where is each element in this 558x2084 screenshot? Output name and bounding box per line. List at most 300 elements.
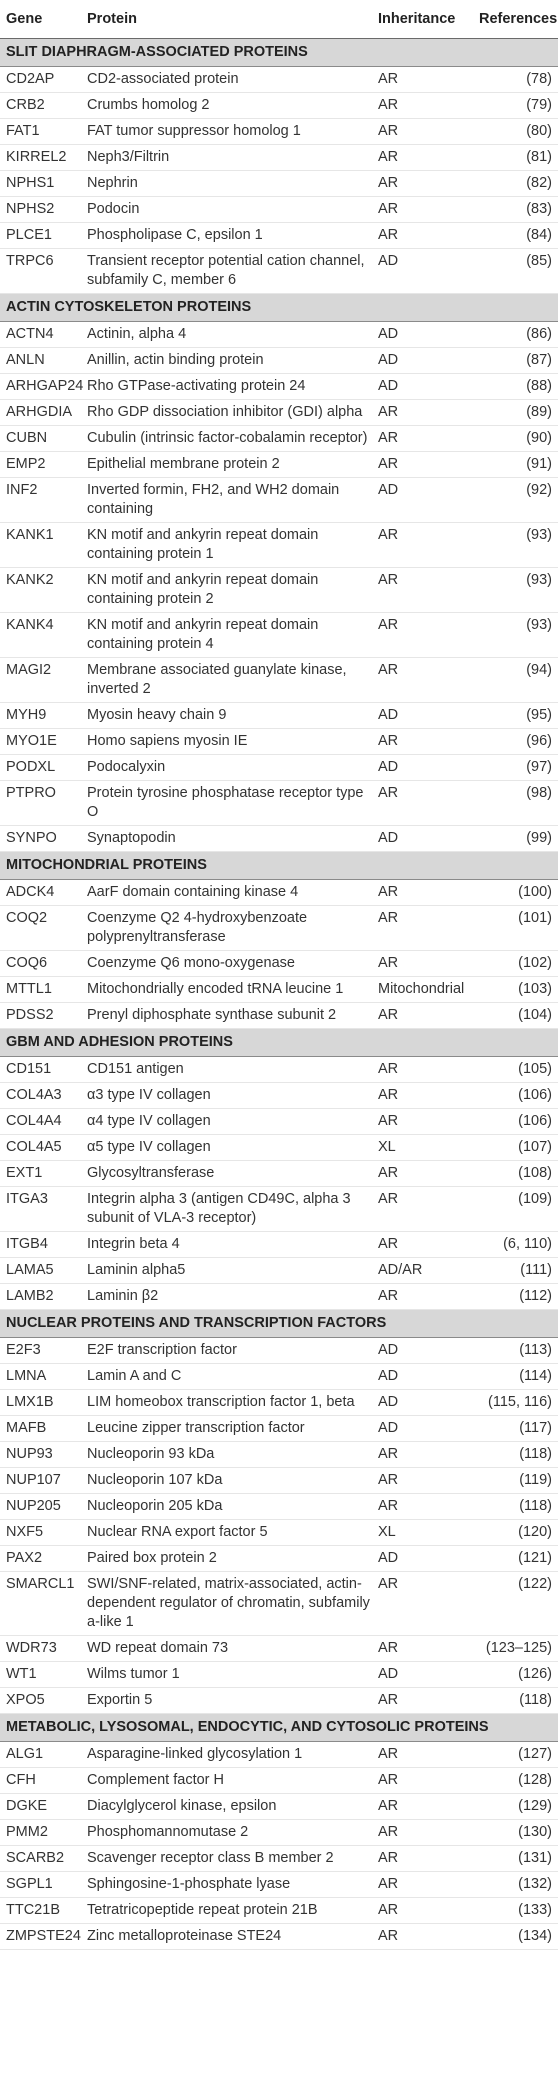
protein-cell: WD repeat domain 73: [81, 1636, 372, 1662]
table-row: [0, 1057, 558, 1083]
reference-cell: (109): [473, 1187, 558, 1232]
inheritance-cell: AD: [372, 1338, 473, 1364]
protein-cell: Nucleoporin 205 kDa: [81, 1494, 372, 1520]
inheritance-cell: AR: [372, 1161, 473, 1187]
reference-cell: (95): [473, 703, 558, 729]
table-row: [0, 400, 558, 426]
protein-cell: Coenzyme Q2 4-hydroxybenzoate polyprenyltransferase: [81, 906, 372, 951]
inheritance-cell: AR: [372, 1003, 473, 1029]
reference-cell: (84): [473, 223, 558, 249]
table-row: [0, 1494, 558, 1520]
gene-cell: XPO5: [0, 1688, 81, 1714]
gene-cell: CRB2: [0, 93, 81, 119]
section-title: NUCLEAR PROTEINS AND TRANSCRIPTION FACTORS: [0, 1310, 558, 1338]
inheritance-cell: AD: [372, 826, 473, 852]
reference-cell: (106): [473, 1083, 558, 1109]
table-row: [0, 452, 558, 478]
table-row: [0, 1546, 558, 1572]
table-row: [0, 1820, 558, 1846]
protein-cell: Mitochondrially encoded tRNA leucine 1: [81, 977, 372, 1003]
gene-cell: COL4A4: [0, 1109, 81, 1135]
reference-cell: (130): [473, 1820, 558, 1846]
reference-cell: (100): [473, 880, 558, 906]
inheritance-cell: AR: [372, 1083, 473, 1109]
inheritance-cell: Mitochondrial: [372, 977, 473, 1003]
table-row: [0, 1572, 558, 1636]
reference-cell: (101): [473, 906, 558, 951]
reference-cell: (80): [473, 119, 558, 145]
table-row: [0, 197, 558, 223]
inheritance-cell: AD: [372, 755, 473, 781]
section-title: METABOLIC, LYSOSOMAL, ENDOCYTIC, AND CYTOSOLIC PROTEINS: [0, 1714, 558, 1742]
reference-cell: (115, 116): [473, 1390, 558, 1416]
protein-cell: Rho GTPase-activating protein 24: [81, 374, 372, 400]
table-row: [0, 1338, 558, 1364]
protein-cell: Laminin β2: [81, 1284, 372, 1310]
protein-cell: Rho GDP dissociation inhibitor (GDI) alpha: [81, 400, 372, 426]
protein-cell: KN motif and ankyrin repeat domain containing protein 1: [81, 523, 372, 568]
protein-cell: Zinc metalloproteinase STE24: [81, 1924, 372, 1950]
table-row: [0, 613, 558, 658]
table-row: [0, 1161, 558, 1187]
gene-cell: NPHS1: [0, 171, 81, 197]
inheritance-cell: AR: [372, 1820, 473, 1846]
table-row: [0, 1924, 558, 1950]
gene-cell: INF2: [0, 478, 81, 523]
protein-cell: Podocin: [81, 197, 372, 223]
gene-cell: DGKE: [0, 1794, 81, 1820]
table-row: [0, 223, 558, 249]
references-column-header: References: [473, 0, 558, 39]
gene-cell: LMNA: [0, 1364, 81, 1390]
inheritance-cell: AR: [372, 67, 473, 93]
reference-cell: (92): [473, 478, 558, 523]
reference-cell: (79): [473, 93, 558, 119]
gene-cell: NXF5: [0, 1520, 81, 1546]
inheritance-cell: AR: [372, 400, 473, 426]
table-row: [0, 658, 558, 703]
gene-cell: CD2AP: [0, 67, 81, 93]
gene-cell: NUP93: [0, 1442, 81, 1468]
inheritance-cell: AR: [372, 658, 473, 703]
gene-cell: COL4A5: [0, 1135, 81, 1161]
gene-cell: ADCK4: [0, 880, 81, 906]
protein-cell: Inverted formin, FH2, and WH2 domain containing: [81, 478, 372, 523]
reference-cell: (114): [473, 1364, 558, 1390]
table-row: [0, 1846, 558, 1872]
section-header-row: [0, 1029, 558, 1057]
reference-cell: (123–125): [473, 1636, 558, 1662]
gene-cell: COQ2: [0, 906, 81, 951]
table-row: [0, 1083, 558, 1109]
gene-cell: ZMPSTE24: [0, 1924, 81, 1950]
gene-cell: LAMA5: [0, 1258, 81, 1284]
inheritance-cell: AR: [372, 1468, 473, 1494]
protein-cell: Tetratricopeptide repeat protein 21B: [81, 1898, 372, 1924]
protein-cell: Diacylglycerol kinase, epsilon: [81, 1794, 372, 1820]
protein-cell: AarF domain containing kinase 4: [81, 880, 372, 906]
protein-cell: Phospholipase C, epsilon 1: [81, 223, 372, 249]
inheritance-cell: AR: [372, 119, 473, 145]
reference-cell: (113): [473, 1338, 558, 1364]
protein-cell: KN motif and ankyrin repeat domain containing protein 4: [81, 613, 372, 658]
table-row: [0, 145, 558, 171]
gene-cell: PDSS2: [0, 1003, 81, 1029]
protein-cell: Sphingosine-1-phosphate lyase: [81, 1872, 372, 1898]
gene-cell: NPHS2: [0, 197, 81, 223]
reference-cell: (134): [473, 1924, 558, 1950]
inheritance-cell: AR: [372, 1057, 473, 1083]
inheritance-cell: AD: [372, 1364, 473, 1390]
gene-cell: WDR73: [0, 1636, 81, 1662]
gene-cell: MYH9: [0, 703, 81, 729]
gene-cell: TRPC6: [0, 249, 81, 294]
protein-cell: Podocalyxin: [81, 755, 372, 781]
protein-cell: Complement factor H: [81, 1768, 372, 1794]
inheritance-cell: XL: [372, 1135, 473, 1161]
reference-cell: (118): [473, 1494, 558, 1520]
table-row: [0, 1442, 558, 1468]
gene-cell: EMP2: [0, 452, 81, 478]
inheritance-cell: AD: [372, 1662, 473, 1688]
inheritance-cell: AR: [372, 1924, 473, 1950]
gene-cell: KANK1: [0, 523, 81, 568]
table-row: [0, 1768, 558, 1794]
inheritance-cell: AR: [372, 1872, 473, 1898]
table-row: [0, 906, 558, 951]
section-title: SLIT DIAPHRAGM-ASSOCIATED PROTEINS: [0, 39, 558, 67]
reference-cell: (120): [473, 1520, 558, 1546]
table-row: [0, 1416, 558, 1442]
inheritance-cell: AR: [372, 426, 473, 452]
table-row: [0, 703, 558, 729]
gene-cell: PTPRO: [0, 781, 81, 826]
table-row: [0, 67, 558, 93]
gene-cell: ARHGAP24: [0, 374, 81, 400]
reference-cell: (85): [473, 249, 558, 294]
inheritance-cell: AR: [372, 523, 473, 568]
inheritance-cell: AR: [372, 1768, 473, 1794]
reference-cell: (91): [473, 452, 558, 478]
table-row: [0, 1109, 558, 1135]
gene-column-header: Gene: [0, 0, 81, 39]
protein-cell: α4 type IV collagen: [81, 1109, 372, 1135]
table-row: [0, 1364, 558, 1390]
inheritance-column-header: Inheritance: [372, 0, 473, 39]
protein-cell: Homo sapiens myosin IE: [81, 729, 372, 755]
table-row: [0, 249, 558, 294]
gene-cell: KIRREL2: [0, 145, 81, 171]
reference-cell: (105): [473, 1057, 558, 1083]
inheritance-cell: AR: [372, 145, 473, 171]
reference-cell: (87): [473, 348, 558, 374]
protein-cell: Nucleoporin 107 kDa: [81, 1468, 372, 1494]
reference-cell: (90): [473, 426, 558, 452]
table-row: [0, 1742, 558, 1768]
reference-cell: (128): [473, 1768, 558, 1794]
section-header-row: [0, 852, 558, 880]
protein-cell: Myosin heavy chain 9: [81, 703, 372, 729]
protein-cell: Synaptopodin: [81, 826, 372, 852]
inheritance-cell: AR: [372, 729, 473, 755]
protein-cell: Membrane associated guanylate kinase, inverted 2: [81, 658, 372, 703]
reference-cell: (86): [473, 322, 558, 348]
gene-cell: KANK4: [0, 613, 81, 658]
table-row: [0, 478, 558, 523]
gene-cell: ARHGDIA: [0, 400, 81, 426]
reference-cell: (93): [473, 523, 558, 568]
reference-cell: (118): [473, 1442, 558, 1468]
reference-cell: (93): [473, 613, 558, 658]
gene-cell: COL4A3: [0, 1083, 81, 1109]
reference-cell: (131): [473, 1846, 558, 1872]
table-row: [0, 1662, 558, 1688]
gene-cell: SCARB2: [0, 1846, 81, 1872]
inheritance-cell: AR: [372, 1442, 473, 1468]
table-row: [0, 119, 558, 145]
gene-cell: MYO1E: [0, 729, 81, 755]
inheritance-cell: AR: [372, 452, 473, 478]
reference-cell: (6, 110): [473, 1232, 558, 1258]
reference-cell: (97): [473, 755, 558, 781]
protein-cell: Exportin 5: [81, 1688, 372, 1714]
section-title: MITOCHONDRIAL PROTEINS: [0, 852, 558, 880]
protein-cell: Asparagine-linked glycosylation 1: [81, 1742, 372, 1768]
table-row: [0, 1520, 558, 1546]
inheritance-cell: AR: [372, 1846, 473, 1872]
gene-cell: CFH: [0, 1768, 81, 1794]
table-row: [0, 426, 558, 452]
protein-cell: Nuclear RNA export factor 5: [81, 1520, 372, 1546]
reference-cell: (98): [473, 781, 558, 826]
reference-cell: (96): [473, 729, 558, 755]
protein-cell: CD151 antigen: [81, 1057, 372, 1083]
inheritance-cell: AR: [372, 93, 473, 119]
inheritance-cell: XL: [372, 1520, 473, 1546]
reference-cell: (88): [473, 374, 558, 400]
section-header-row: [0, 39, 558, 67]
reference-cell: (132): [473, 1872, 558, 1898]
protein-cell: Nucleoporin 93 kDa: [81, 1442, 372, 1468]
gene-cell: LAMB2: [0, 1284, 81, 1310]
inheritance-cell: AR: [372, 1109, 473, 1135]
inheritance-cell: AR: [372, 1284, 473, 1310]
gene-cell: MTTL1: [0, 977, 81, 1003]
section-header-row: [0, 1310, 558, 1338]
inheritance-cell: AR: [372, 906, 473, 951]
table-row: [0, 523, 558, 568]
gene-cell: E2F3: [0, 1338, 81, 1364]
reference-cell: (83): [473, 197, 558, 223]
protein-cell: α5 type IV collagen: [81, 1135, 372, 1161]
reference-cell: (106): [473, 1109, 558, 1135]
table-row: [0, 1468, 558, 1494]
gene-cell: ANLN: [0, 348, 81, 374]
gene-cell: COQ6: [0, 951, 81, 977]
protein-cell: KN motif and ankyrin repeat domain containing protein 2: [81, 568, 372, 613]
table-row: [0, 568, 558, 613]
reference-cell: (117): [473, 1416, 558, 1442]
gene-cell: ITGA3: [0, 1187, 81, 1232]
inheritance-cell: AR: [372, 1636, 473, 1662]
reference-cell: (121): [473, 1546, 558, 1572]
table-row: [0, 1003, 558, 1029]
gene-cell: NUP107: [0, 1468, 81, 1494]
inheritance-cell: AD: [372, 348, 473, 374]
protein-column-header: Protein: [81, 0, 372, 39]
gene-cell: SMARCL1: [0, 1572, 81, 1636]
protein-cell: E2F transcription factor: [81, 1338, 372, 1364]
reference-cell: (103): [473, 977, 558, 1003]
gene-cell: LMX1B: [0, 1390, 81, 1416]
table-row: [0, 1135, 558, 1161]
inheritance-cell: AD/AR: [372, 1258, 473, 1284]
protein-cell: Integrin beta 4: [81, 1232, 372, 1258]
gene-cell: TTC21B: [0, 1898, 81, 1924]
table-row: [0, 1688, 558, 1714]
protein-cell: Paired box protein 2: [81, 1546, 372, 1572]
reference-cell: (82): [473, 171, 558, 197]
inheritance-cell: AD: [372, 374, 473, 400]
inheritance-cell: AR: [372, 1494, 473, 1520]
gene-cell: MAFB: [0, 1416, 81, 1442]
gene-cell: WT1: [0, 1662, 81, 1688]
inheritance-cell: AR: [372, 781, 473, 826]
inheritance-cell: AR: [372, 951, 473, 977]
table-row: [0, 781, 558, 826]
reference-cell: (89): [473, 400, 558, 426]
inheritance-cell: AR: [372, 1688, 473, 1714]
table-row: [0, 93, 558, 119]
reference-cell: (107): [473, 1135, 558, 1161]
protein-cell: α3 type IV collagen: [81, 1083, 372, 1109]
inheritance-cell: AR: [372, 1232, 473, 1258]
table-row: [0, 977, 558, 1003]
table-row: [0, 1390, 558, 1416]
reference-cell: (104): [473, 1003, 558, 1029]
inheritance-cell: AD: [372, 1390, 473, 1416]
protein-cell: Laminin alpha5: [81, 1258, 372, 1284]
reference-cell: (99): [473, 826, 558, 852]
reference-cell: (111): [473, 1258, 558, 1284]
protein-cell: FAT tumor suppressor homolog 1: [81, 119, 372, 145]
table-row: [0, 951, 558, 977]
protein-cell: CD2-associated protein: [81, 67, 372, 93]
gene-cell: ALG1: [0, 1742, 81, 1768]
protein-cell: Crumbs homolog 2: [81, 93, 372, 119]
protein-cell: Cubulin (intrinsic factor-cobalamin receptor): [81, 426, 372, 452]
section-header-row: [0, 1714, 558, 1742]
gene-cell: PLCE1: [0, 223, 81, 249]
gene-cell: SGPL1: [0, 1872, 81, 1898]
inheritance-cell: AR: [372, 1572, 473, 1636]
gene-cell: ITGB4: [0, 1232, 81, 1258]
gene-cell: SYNPO: [0, 826, 81, 852]
inheritance-cell: AD: [372, 1546, 473, 1572]
protein-cell: Protein tyrosine phosphatase receptor type O: [81, 781, 372, 826]
protein-cell: Coenzyme Q6 mono-oxygenase: [81, 951, 372, 977]
inheritance-cell: AR: [372, 1187, 473, 1232]
protein-cell: Wilms tumor 1: [81, 1662, 372, 1688]
inheritance-cell: AD: [372, 1416, 473, 1442]
gene-cell: PODXL: [0, 755, 81, 781]
table-row: [0, 1187, 558, 1232]
reference-cell: (122): [473, 1572, 558, 1636]
protein-cell: Phosphomannomutase 2: [81, 1820, 372, 1846]
protein-cell: Transient receptor potential cation channel, subfamily C, member 6: [81, 249, 372, 294]
inheritance-cell: AR: [372, 613, 473, 658]
protein-cell: Anillin, actin binding protein: [81, 348, 372, 374]
table-row: [0, 729, 558, 755]
protein-cell: Lamin A and C: [81, 1364, 372, 1390]
table-row: [0, 880, 558, 906]
table-row: [0, 1636, 558, 1662]
protein-cell: Prenyl diphosphate synthase subunit 2: [81, 1003, 372, 1029]
gene-cell: NUP205: [0, 1494, 81, 1520]
gene-cell: PAX2: [0, 1546, 81, 1572]
reference-cell: (112): [473, 1284, 558, 1310]
reference-cell: (118): [473, 1688, 558, 1714]
gene-cell: FAT1: [0, 119, 81, 145]
protein-cell: Leucine zipper transcription factor: [81, 1416, 372, 1442]
table-row: [0, 348, 558, 374]
gene-cell: EXT1: [0, 1161, 81, 1187]
gene-cell: MAGI2: [0, 658, 81, 703]
reference-cell: (119): [473, 1468, 558, 1494]
protein-cell: Glycosyltransferase: [81, 1161, 372, 1187]
inheritance-cell: AD: [372, 478, 473, 523]
inheritance-cell: AR: [372, 223, 473, 249]
table-row: [0, 1898, 558, 1924]
reference-cell: (93): [473, 568, 558, 613]
reference-cell: (108): [473, 1161, 558, 1187]
reference-cell: (127): [473, 1742, 558, 1768]
section-title: GBM AND ADHESION PROTEINS: [0, 1029, 558, 1057]
inheritance-cell: AR: [372, 171, 473, 197]
gene-cell: CD151: [0, 1057, 81, 1083]
inheritance-cell: AD: [372, 249, 473, 294]
protein-cell: Nephrin: [81, 171, 372, 197]
gene-cell: CUBN: [0, 426, 81, 452]
reference-cell: (129): [473, 1794, 558, 1820]
reference-cell: (94): [473, 658, 558, 703]
inheritance-cell: AR: [372, 880, 473, 906]
table-row: [0, 1258, 558, 1284]
table-row: [0, 1872, 558, 1898]
table-body: [0, 39, 558, 1950]
reference-cell: (102): [473, 951, 558, 977]
protein-cell: LIM homeobox transcription factor 1, beta: [81, 1390, 372, 1416]
table-row: [0, 1794, 558, 1820]
inheritance-cell: AR: [372, 197, 473, 223]
header-row: [0, 0, 558, 39]
table-row: [0, 826, 558, 852]
protein-cell: Actinin, alpha 4: [81, 322, 372, 348]
inheritance-cell: AD: [372, 703, 473, 729]
protein-cell: SWI/SNF-related, matrix-associated, actin-dependent regulator of chromatin, subfamily a-like 1: [81, 1572, 372, 1636]
inheritance-cell: AD: [372, 322, 473, 348]
reference-cell: (81): [473, 145, 558, 171]
reference-cell: (133): [473, 1898, 558, 1924]
section-header-row: [0, 294, 558, 322]
inheritance-cell: AR: [372, 568, 473, 613]
gene-cell: ACTN4: [0, 322, 81, 348]
protein-cell: Neph3/Filtrin: [81, 145, 372, 171]
reference-cell: (126): [473, 1662, 558, 1688]
table-row: [0, 1232, 558, 1258]
inheritance-cell: AR: [372, 1794, 473, 1820]
table-row: [0, 755, 558, 781]
